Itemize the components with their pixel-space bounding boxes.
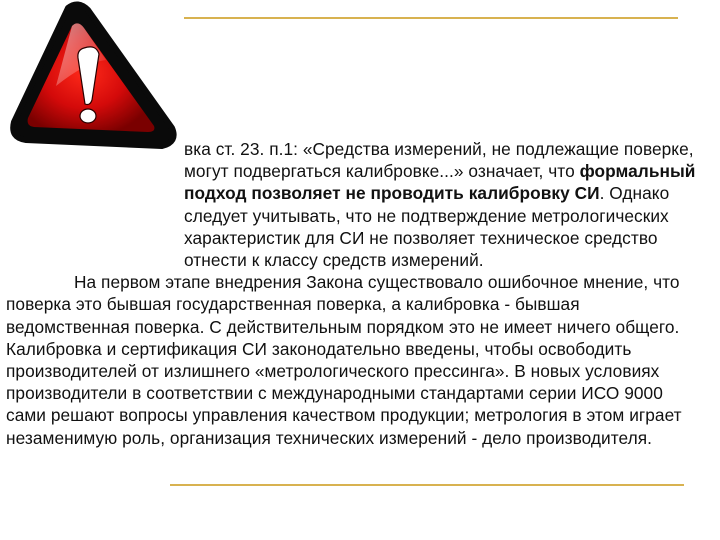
paragraph-1-rest: . Однако следует учитывать, что не подтверждение метрологических характеристик для СИ не позволяет техническое средство отнести к классу средств измерений.	[184, 183, 670, 271]
body-text	[6, 138, 706, 449]
paragraph-1-lead: вка ст. 23. п.1: «Средства измерений, не подлежащие поверке, могут подвергаться калибровке...» означает, что	[184, 139, 694, 182]
bottom-divider-line	[170, 484, 684, 486]
paragraph-1	[6, 138, 706, 271]
paragraph-2: На первом этапе внедрения Закона существовало ошибочное мнение, что поверка это бывшая государственная поверка, а калибровка - бывшая ведомственная поверка. С действительным порядком это не имеет ничего общего. Калибровка и сертификация СИ законодательно введены, чтобы освободить производителей от излишнего «метрологического прессинга». В новых условиях производители в соответствии с международными стандартами серии ИСО 9000 сами решают вопросы управления качеством продукции; метрология в этом играет незаменимую роль, организация технических измерений - дело производителя.	[6, 272, 682, 448]
warning-exclamation-icon	[6, 0, 178, 152]
top-divider-line	[184, 17, 678, 19]
paragraph-1-bold: формальный подход позволяет не проводить калибровку СИ	[184, 161, 696, 204]
